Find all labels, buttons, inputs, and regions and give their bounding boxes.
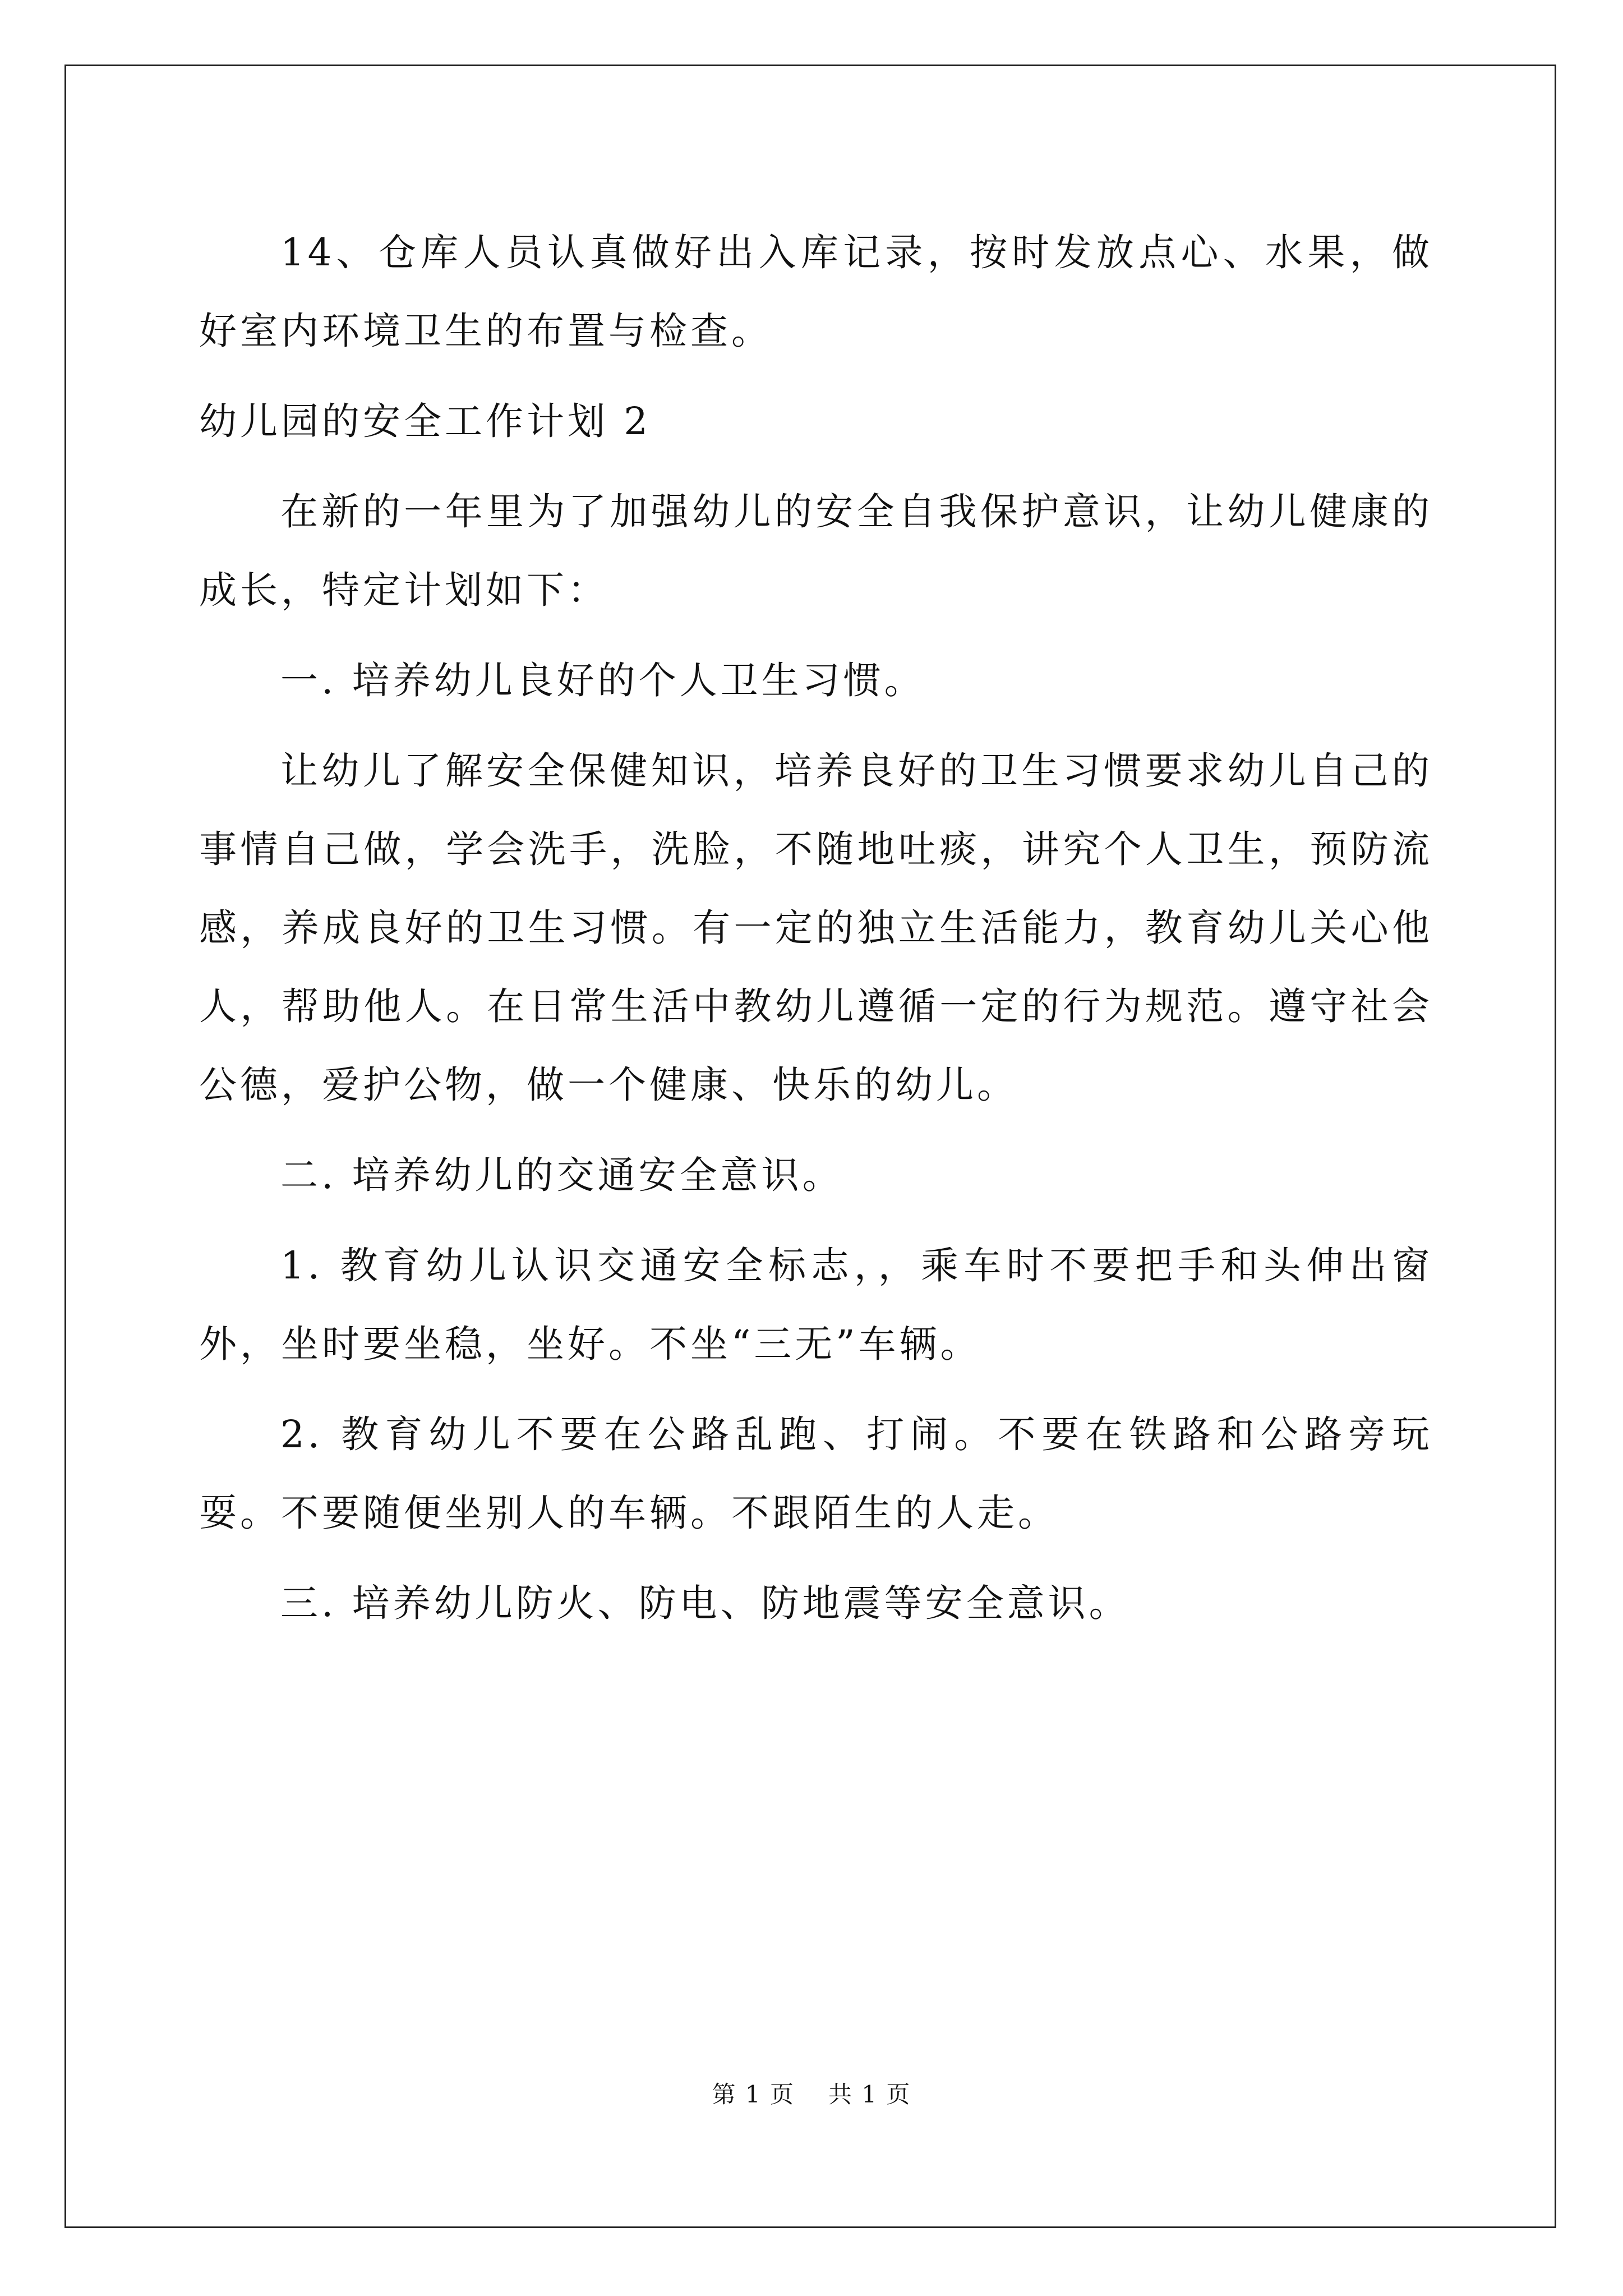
paragraph-item-14: 14、仓库人员认真做好出入库记录，按时发放点心、水果，做好室内环境卫生的布置与检查。 xyxy=(199,231,1433,353)
paragraph-traffic-2: 2. 教育幼儿不要在公路乱跑、打闹。不要在铁路和公路旁玩耍。不要随便坐别人的车辆。不跟陌生的人走。 xyxy=(199,1412,1433,1535)
document-body xyxy=(199,213,1433,1654)
section-heading: 幼儿园的安全工作计划 2 xyxy=(199,399,651,443)
paragraph-heading-hygiene: 一. 培养幼儿良好的个人卫生习惯。 xyxy=(280,659,925,702)
paragraph-hygiene: 让幼儿了解安全保健知识，培养良好的卫生习惯要求幼儿自己的事情自己做，学会洗手，洗脸，不随地吐痰，讲究个人卫生，预防流感，养成良好的卫生习惯。有一定的独立生活能力，教育幼儿关心他人，帮助他人。在日常生活中教幼儿遵循一定的行为规范。遵守社会公德，爱护公物，做一个健康、快乐的幼儿。 xyxy=(199,749,1433,1107)
paragraph-heading-fire: 三. 培养幼儿防火、防电、防地震等安全意识。 xyxy=(280,1581,1130,1625)
page-number: 第 1 页 xyxy=(712,2081,795,2108)
paragraph-heading-traffic: 二. 培养幼儿的交通安全意识。 xyxy=(280,1153,843,1197)
paragraph-intro: 在新的一年里为了加强幼儿的安全自我保护意识，让幼儿健康的成长，特定计划如下： xyxy=(199,490,1433,612)
page-footer xyxy=(0,2078,1623,2111)
page-total: 共 1 页 xyxy=(828,2081,911,2108)
paragraph-traffic-1: 1. 教育幼儿认识交通安全标志，，乘车时不要把手和头伸出窗外，坐时要坐稳，坐好。不坐“三无”车辆。 xyxy=(199,1244,1433,1366)
